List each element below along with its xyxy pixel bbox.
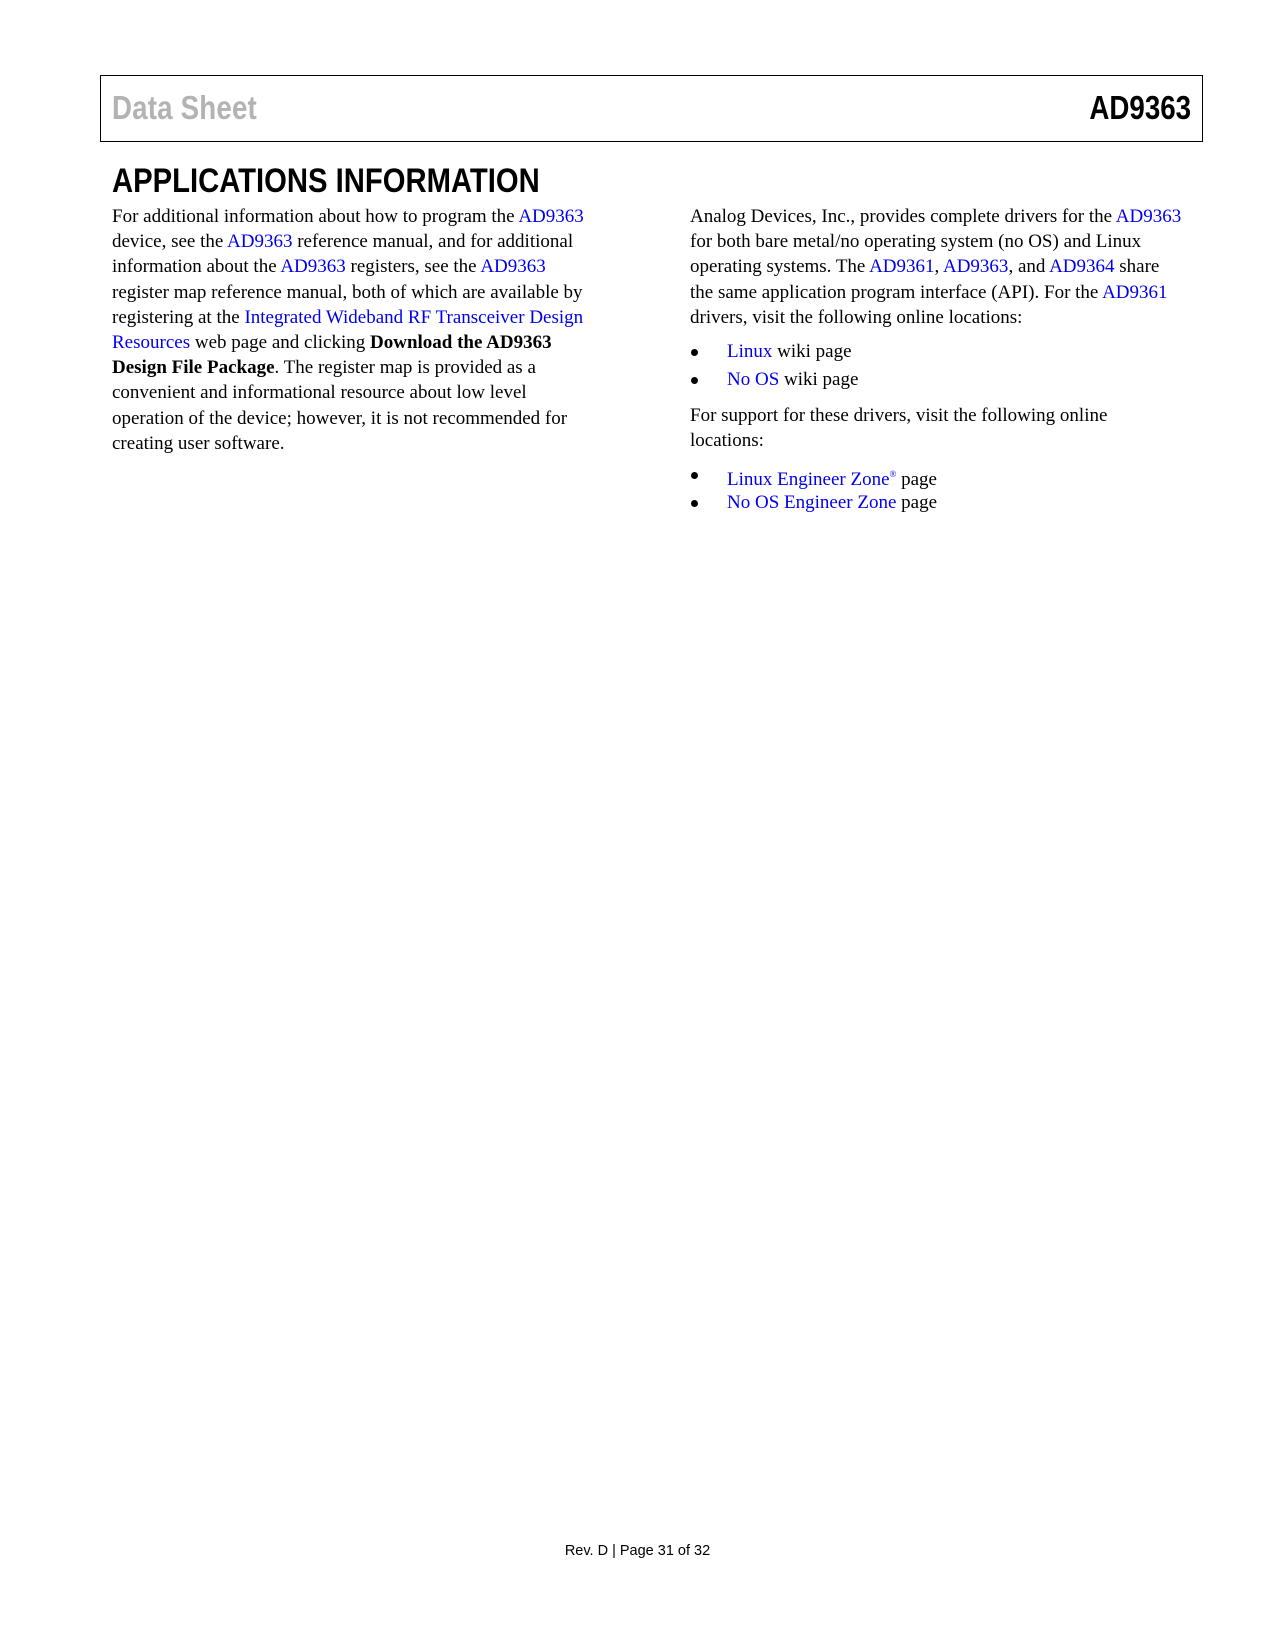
- header-doc-type: Data Sheet: [112, 89, 257, 126]
- ad9363-link[interactable]: AD9363: [518, 206, 584, 227]
- header-part-number: AD9363: [1089, 89, 1191, 126]
- bullet-icon: [691, 500, 698, 507]
- bullet-icon: [691, 349, 698, 356]
- no-os-engineer-zone-link[interactable]: No OS Engineer Zone: [727, 491, 897, 513]
- download-package-label: Download the AD9363: [370, 332, 552, 354]
- list-item: [690, 462, 1210, 490]
- list-item: [690, 490, 1210, 518]
- text: ,: [934, 256, 943, 278]
- support-paragraph: [690, 403, 1210, 453]
- text: the same application program interface (API). For the: [690, 281, 1103, 303]
- bullet-icon: [691, 377, 698, 384]
- design-resources-link[interactable]: Integrated Wideband RF Transceiver Design: [244, 306, 584, 328]
- left-column: [112, 204, 617, 456]
- text: wiki page: [772, 341, 852, 363]
- text: share: [1114, 256, 1160, 278]
- text: registers, see the: [345, 256, 481, 278]
- ad9363-reference-manual-link[interactable]: AD9363: [227, 231, 293, 253]
- list-item: [690, 339, 1210, 367]
- right-column: [690, 204, 1210, 517]
- drivers-paragraph: [690, 204, 1210, 330]
- registered-mark: ®: [889, 469, 897, 480]
- text: reference manual, and for additional: [292, 231, 574, 253]
- support-list: [690, 462, 1210, 517]
- text: page: [896, 469, 937, 491]
- text: convenient and informational resource about low level: [112, 382, 527, 404]
- ad9363-register-map-link[interactable]: AD9363: [480, 256, 546, 278]
- design-resources-link-cont[interactable]: Resources: [112, 332, 191, 354]
- text: Analog Devices, Inc., provides complete drivers for the: [690, 206, 1116, 227]
- text: web page and clicking: [190, 332, 370, 354]
- ad9363-link[interactable]: AD9363: [942, 256, 1009, 278]
- list-item: [690, 367, 1210, 395]
- text: drivers, visit the following online locations:: [690, 306, 1023, 328]
- linux-engineer-zone-link[interactable]: [727, 469, 896, 490]
- intro-paragraph: [112, 204, 617, 456]
- section-title: APPLICATIONS INFORMATION: [112, 162, 540, 200]
- drivers-list: [690, 339, 1210, 394]
- link-text: Linux Engineer Zone: [727, 469, 890, 491]
- page-footer: Rev. D | Page 31 of 32: [564, 1543, 711, 1559]
- ad9361-link[interactable]: AD9361: [1102, 281, 1168, 303]
- text: device, see the: [112, 231, 228, 253]
- ad9364-link[interactable]: AD9364: [1049, 256, 1115, 278]
- text: operation of the device; however, it is not recommended for: [112, 407, 568, 429]
- text: registering at the: [112, 306, 245, 328]
- text: for both bare metal/no operating system (no OS) and Linux: [690, 231, 1142, 253]
- linux-wiki-link[interactable]: Linux: [727, 341, 773, 363]
- text: . The register map is provided as a: [274, 357, 536, 379]
- ad9363-link[interactable]: AD9363: [1115, 206, 1182, 227]
- text: wiki page: [779, 368, 859, 390]
- download-package-label-cont: Design File Package: [112, 357, 275, 379]
- text: information about the: [112, 256, 281, 278]
- no-os-wiki-link[interactable]: No OS: [727, 368, 780, 390]
- page-header: [100, 75, 1203, 142]
- text: For additional information about how to program the: [112, 206, 519, 227]
- text: locations:: [690, 430, 764, 452]
- text: page: [896, 491, 938, 513]
- ad9363-link[interactable]: AD9363: [280, 256, 346, 278]
- text: operating systems. The: [690, 256, 870, 278]
- ad9361-link[interactable]: AD9361: [869, 256, 935, 278]
- text: , and: [1008, 256, 1050, 278]
- bullet-icon: [691, 472, 698, 479]
- text: register map reference manual, both of which are available by: [112, 281, 583, 303]
- text: For support for these drivers, visit the following online: [690, 405, 1108, 427]
- text: creating user software.: [112, 432, 285, 454]
